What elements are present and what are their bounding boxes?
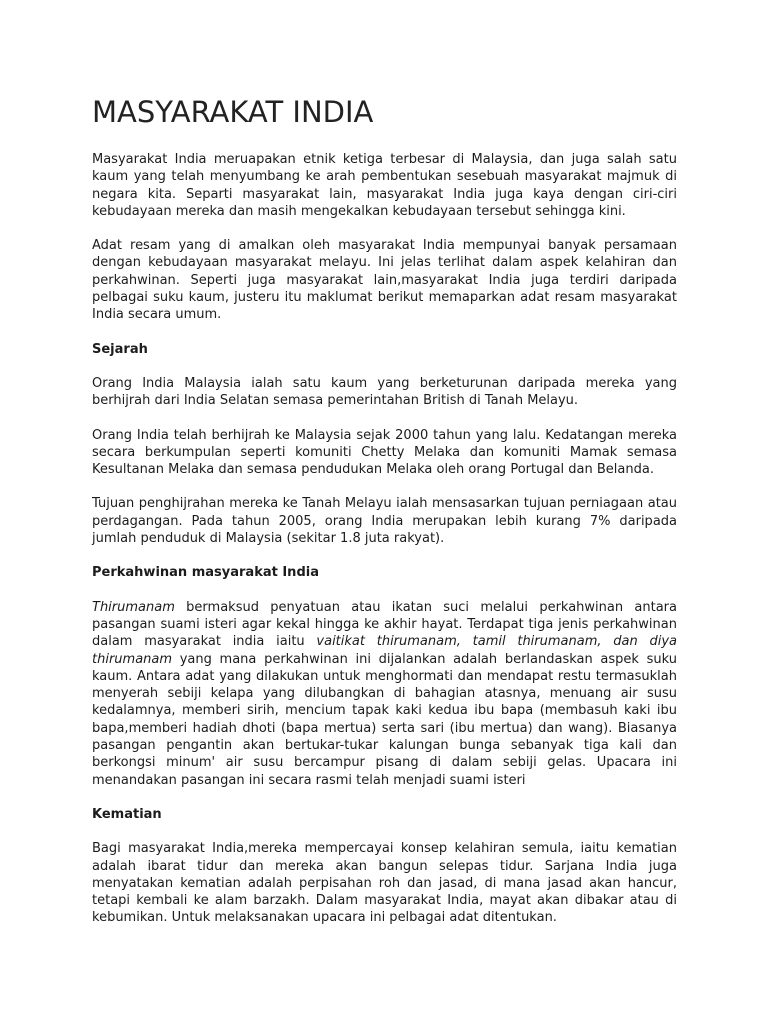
kematian-paragraph: Bagi masyarakat India,mereka mempercayai konsep kelahiran semula, iaitu kematian adalah ibarat tidur dan mereka akan bangun selepas tidur. Sarjana India juga menyatakan kematian adalah perpisahan roh dan jasad, di mana jasad akan hancur, tetapi kembali ke alam barzakh. Dalam masyarakat India, mayat akan dibakar atau di kebumikan. Untuk melaksanakan upacara ini pelbagai adat ditentukan. xyxy=(92,841,677,926)
document-title: MASYARAKAT INDIA xyxy=(92,95,374,129)
perkahwinan-paragraph xyxy=(92,599,677,789)
perkahwinan-text-b: yang mana perkahwinan ini dijalankan adalah berlandaskan aspek suku kaum. Antara adat yang dilakukan untuk menghormati dan mendapat restu termasuklah menyerah sebiji kelapa yang dilubangkan di bahagian atasnya, menuang air susu kedalamnya, memberi sirih, mencium tapak kaki kedua ibu bapa (membasuh kaki ibu bapa,memberi hadiah dhoti (bapa mertua) serta sari (ibu mertua) dan wang). Biasanya pasangan pengantin akan bertukar-tukar kalungan bunga sebanyak tiga kali dan berkongsi minum' air susu bercampur pisang di dalam sebiji gelas. Upacara ini menandakan pasangan ini secara rasmi telah menjadi suami isteri xyxy=(92,651,677,788)
section-heading-perkahwinan: Perkahwinan masyarakat India xyxy=(92,565,319,581)
sejarah-paragraph-2: Orang India telah berhijrah ke Malaysia sejak 2000 tahun yang lalu. Kedatangan mereka secara berkumpulan seperti komuniti Chetty Melaka dan komuniti Mamak semasa Kesultanan Melaka dan semasa pendudukan Melaka oleh orang Portugal dan Belanda. xyxy=(92,427,677,478)
term-thirumanam: Thirumanam xyxy=(92,599,175,615)
section-heading-kematian: Kematian xyxy=(92,806,162,822)
sejarah-paragraph-3: Tujuan penghijrahan mereka ke Tanah Melayu ialah mensasarkan tujuan perniagaan atau perdagangan. Pada tahun 2005, orang India merupakan lebih kurang 7% daripada jumlah penduduk di Malaysia (sekitar 1.8 juta rakyat). xyxy=(92,496,677,547)
perkahwinan-text-a: bermaksud penyatuan atau ikatan suci melalui perkahwinan antara pasangan suami isteri agar kekal hingga ke akhir hayat. Terdapat tiga jenis perkahwinan dalam masyarakat india iaitu xyxy=(92,599,677,650)
section-heading-sejarah: Sejarah xyxy=(92,341,148,357)
intro-paragraph-2: Adat resam yang di amalkan oleh masyarakat India mempunyai banyak persamaan dengan kebudayaan masyarakat melayu. Ini jelas terlihat dalam aspek kelahiran dan perkahwinan. Seperti juga masyarakat lain,masyarakat India juga terdiri daripada pelbagai suku kaum, justeru itu maklumat berikut memaparkan adat resam masyarakat India secara umum. xyxy=(92,238,677,323)
intro-paragraph-1: Masyarakat India meruapakan etnik ketiga terbesar di Malaysia, dan juga salah satu kaum yang telah menyumbang ke arah pembentukan sesebuah masyarakat majmuk di negara kita. Separti masyarakat lain, masyarakat India juga kaya dengan ciri-ciri kebudayaan mereka dan masih mengekalkan kebudayaan tersebut sehingga kini. xyxy=(92,152,677,219)
perkahwinan-types: vaitikat thirumanam, tamil thirumanam, dan diya thirumanam xyxy=(92,634,677,667)
sejarah-paragraph-1: Orang India Malaysia ialah satu kaum yang berketurunan daripada mereka yang berhijrah dari India Selatan semasa pemerintahan British di Tanah Melayu. xyxy=(92,375,677,409)
